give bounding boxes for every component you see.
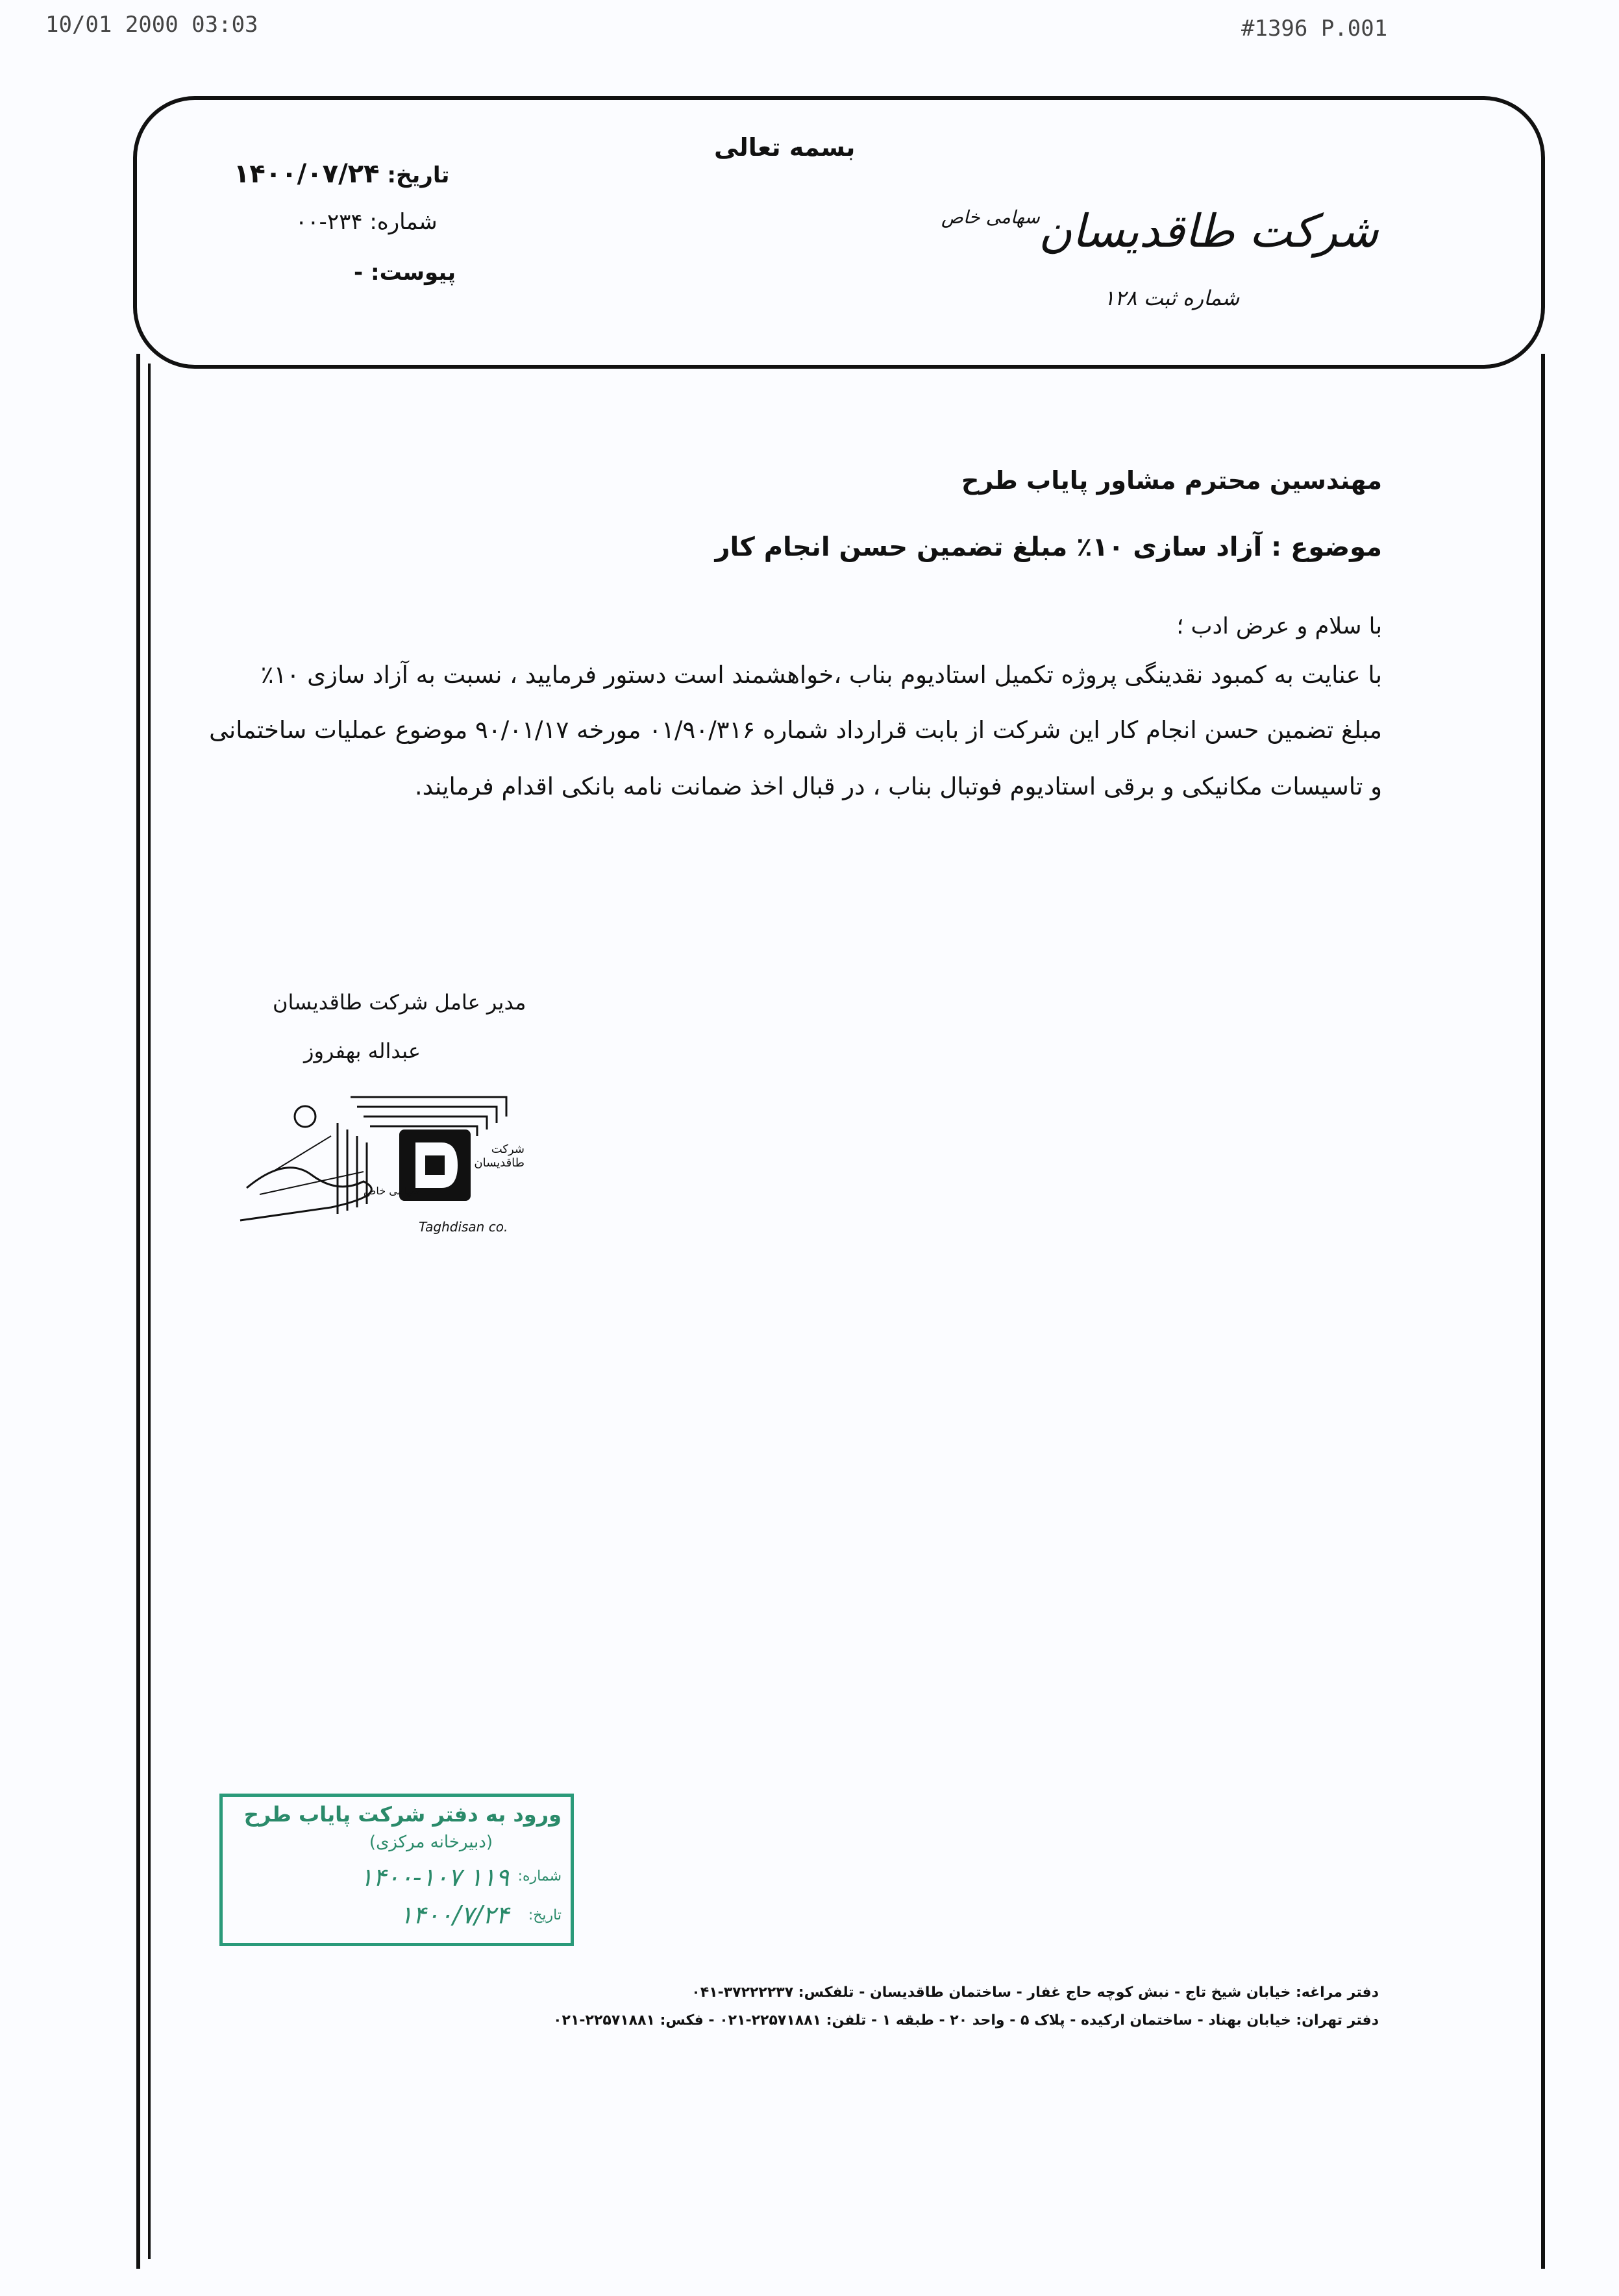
footer-address-2: دفتر تهران: خیابان بهناد - ساختمان ارکیده - پلاک ۵ - واحد ۲۰ - طبقه ۱ - تلفن: ۲۲۵۷۱۸۸۱-۰۲۱ - فکس: ۲۲۵۷۱۸۸۱-۰۲۱	[553, 2012, 1379, 2029]
inner-border-line	[148, 364, 151, 2259]
body-line-2: مبلغ تضمین حسن انجام کار این شرکت از بابت قرارداد شماره ۰۱/۹۰/۳۱۶ مورخه ۹۰/۰۱/۱۷ موضوع عملیات ساختمانی	[209, 716, 1382, 744]
seal-type-text: سهامی خاص	[364, 1185, 420, 1197]
stamp-title: ورود به دفتر شرکت پایاب طرح	[243, 1802, 562, 1827]
letter-date	[234, 159, 449, 189]
date-value: ۱۴۰۰/۰۷/۲۴	[234, 159, 380, 189]
body-line-3: و تاسیسات مکانیکی و برقی استادیوم فوتبال بناب ، در قبال اخذ ضمانت نامه بانکی اقدام فرمایند.	[414, 772, 1382, 800]
company-registration: شماره ثبت ۱۲۸	[1104, 286, 1240, 310]
number-value: ۲۳۴-۰۰	[295, 209, 363, 235]
stamp-number-value: ۱۴۰۰-۱۰۷ ۱۱۹	[360, 1863, 509, 1892]
stamp-subtitle: (دبیرخانه مرکزی)	[369, 1833, 493, 1852]
fax-datetime: 10/01 2000 03:03	[45, 12, 258, 38]
seal-persian-text: شرکت طاقدیسان	[474, 1142, 525, 1170]
body-line-1: با عنایت به کمبود نقدینگی پروژه تکمیل استادیوم بناب ،خواهشمند است دستور فرمایید ، نسبت به آزاد سازی ۱۰٪	[260, 661, 1382, 689]
number-label: شماره:	[369, 209, 438, 235]
stamp-date-value: ۱۴۰۰/۷/۲۴	[399, 1901, 509, 1929]
letter-number	[295, 209, 438, 235]
attachment-value: -	[354, 260, 364, 286]
signer-title: مدیر عامل شرکت طاقدیسان	[273, 990, 526, 1015]
letter-attachment	[354, 260, 456, 286]
subject: موضوع : آزاد سازی ۱۰٪ مبلغ تضمین حسن انجام کار	[715, 532, 1382, 562]
footer-address-1: دفتر مراغه: خیابان شیخ تاج - نبش کوچه حاج غفار - ساختمان طاقدیسان - تلفکس: ۳۷۲۲۲۲۳۷-۰۴۱	[691, 1984, 1379, 2001]
company-type: سهامی خاص	[941, 206, 1040, 228]
greeting: با سلام و عرض ادب ؛	[1176, 613, 1382, 639]
seal-latin-text: Taghdisan co.	[419, 1219, 508, 1235]
company-seal	[234, 1058, 597, 1253]
stamp-number-label: شماره:	[517, 1868, 562, 1884]
invocation: بسمه تعالی	[714, 133, 856, 162]
date-label: تاریخ:	[387, 162, 450, 188]
page-border	[136, 354, 1545, 2269]
company-name: شرکت طاقدیسان	[1039, 204, 1379, 258]
stamp-date-label: تاریخ:	[528, 1907, 562, 1923]
recipient: مهندسین محترم مشاور پایاب طرح	[961, 466, 1382, 495]
seal-graphic	[234, 1058, 597, 1253]
signer-name: عبداله بهفروز	[304, 1039, 421, 1063]
attachment-label: پیوست:	[370, 260, 456, 286]
received-stamp	[219, 1794, 574, 1946]
fax-page-ref: #1396 P.001	[1241, 16, 1388, 42]
